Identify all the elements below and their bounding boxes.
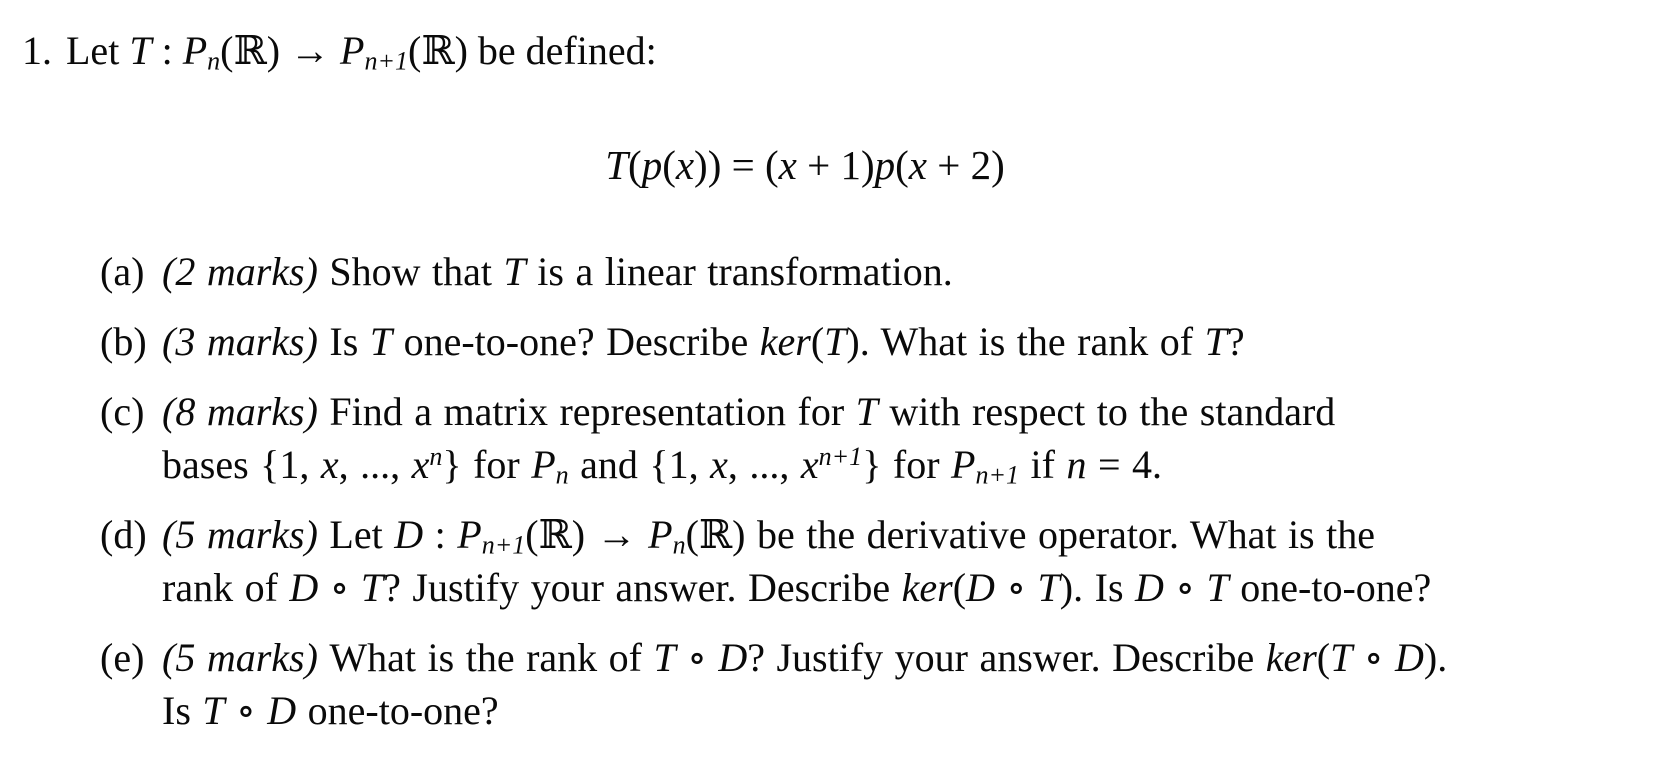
part-label: (e) — [100, 635, 145, 680]
math-italic-segment: x — [320, 442, 339, 487]
part-text — [162, 385, 1588, 491]
part-text-line — [162, 385, 1588, 438]
math-italic-segment: P — [182, 28, 208, 73]
math-subscript: n — [555, 460, 569, 490]
part-item — [100, 631, 1588, 737]
text-segment: → — [290, 28, 341, 73]
text-segment: ( — [662, 142, 676, 188]
math-italic-segment: T — [855, 389, 878, 434]
part-label: (c) — [100, 389, 145, 434]
part-text-line — [162, 438, 1588, 491]
text-segment: ∘ — [318, 565, 361, 610]
math-italic-segment: D — [1394, 635, 1424, 680]
math-italic-segment: T — [1037, 565, 1060, 610]
math-italic-segment: P — [457, 512, 482, 557]
text-segment: with respect to the standard — [877, 389, 1336, 434]
text-segment: ∘ — [224, 688, 268, 733]
text-segment: } for — [862, 442, 952, 487]
math-italic-segment: x — [778, 142, 797, 188]
math-subscript: n+1 — [481, 530, 526, 560]
text-segment: and {1, — [568, 442, 711, 487]
text-segment: if — [1019, 442, 1067, 487]
text-segment: , ..., — [338, 442, 412, 487]
text-segment: (ℝ) be the derivative operator. What is the — [685, 512, 1375, 557]
math-italic-segment: n — [1066, 442, 1087, 487]
text-segment: (ℝ) — [525, 512, 597, 557]
math-italic-segment: P — [340, 28, 365, 73]
text-segment: bases {1, — [162, 442, 321, 487]
text-segment: )) = ( — [694, 142, 779, 188]
text-segment: one-to-one? — [296, 688, 499, 733]
math-italic-segment: x — [411, 442, 430, 487]
math-italic-segment: D — [718, 635, 748, 680]
math-subscript: n — [672, 530, 686, 560]
math-italic-segment: T — [129, 28, 152, 73]
part-text-line — [162, 315, 1588, 368]
part-text — [162, 245, 1588, 298]
part-text-line — [162, 245, 1588, 298]
text-segment: is a linear transformation. — [525, 249, 953, 294]
equation-display — [22, 139, 1588, 192]
text-segment: = 4. — [1086, 442, 1163, 487]
math-subscript: n — [207, 46, 221, 76]
math-italic-segment: D — [1135, 565, 1164, 610]
part-text — [162, 631, 1588, 737]
text-segment: → — [596, 512, 649, 557]
math-italic-segment: D — [394, 512, 424, 557]
text-segment: ∘ — [675, 635, 719, 680]
part-text-line — [162, 508, 1588, 561]
part-text-line — [162, 561, 1588, 614]
text-segment: ∘ — [1163, 565, 1207, 610]
part-label: (a) — [100, 249, 145, 294]
text-segment: Is — [162, 688, 203, 733]
math-italic-segment: P — [531, 442, 556, 487]
text-segment: Let — [329, 512, 395, 557]
math-italic-segment: T — [202, 688, 225, 733]
problem-intro — [66, 28, 657, 76]
math-italic-segment: x — [710, 442, 728, 487]
text-segment: : — [423, 512, 458, 557]
math-italic-segment: T — [653, 635, 676, 680]
part-item — [100, 245, 1588, 298]
text-segment: ). What is the rank of — [846, 319, 1205, 364]
math-italic-segment: x — [908, 142, 927, 188]
math-italic-segment: D — [267, 688, 297, 733]
text-segment: What is the rank of — [329, 635, 654, 680]
part-label: (b) — [100, 319, 147, 364]
text-segment: } for — [442, 442, 532, 487]
math-superscript: n — [429, 442, 443, 471]
math-superscript: n+1 — [818, 442, 863, 471]
text-segment: Is — [329, 319, 370, 364]
math-italic-segment: P — [648, 512, 673, 557]
text-segment: + 2) — [926, 142, 1005, 188]
math-italic-segment: T — [360, 565, 384, 610]
text-segment: (ℝ) be defined: — [408, 28, 657, 73]
text-segment: ? Justify your answer. Describe — [383, 565, 902, 610]
text-segment: Let — [66, 28, 130, 73]
text-segment: ∘ — [994, 565, 1038, 610]
math-italic-segment: (5 marks) — [162, 512, 330, 557]
problem-number: 1. — [22, 28, 52, 73]
part-text — [162, 315, 1588, 368]
text-segment: + 1) — [796, 142, 875, 188]
math-italic-segment: D — [966, 565, 995, 610]
text-segment: ? — [1226, 319, 1245, 364]
text-segment: Show that — [329, 249, 504, 294]
text-segment: ( — [895, 142, 909, 188]
math-italic-segment: ker — [1265, 635, 1317, 680]
math-italic-segment: T — [1330, 635, 1353, 680]
math-italic-segment: (5 marks) — [162, 635, 330, 680]
text-segment: ( — [628, 142, 642, 188]
text-segment: ( — [810, 319, 825, 364]
part-label: (d) — [100, 512, 147, 557]
part-text-line — [162, 684, 1588, 737]
text-segment: ∘ — [1352, 635, 1395, 680]
math-italic-segment: T — [369, 319, 393, 364]
text-segment: one-to-one? Describe — [392, 319, 760, 364]
text-segment: , ..., — [727, 442, 801, 487]
text-segment: one-to-one? — [1228, 565, 1432, 610]
part-text-line — [162, 631, 1588, 684]
text-segment: rank of — [162, 565, 290, 610]
text-segment: : — [151, 28, 183, 73]
math-italic-segment: ker — [901, 565, 953, 610]
math-italic-segment: x — [800, 442, 819, 487]
text-segment: ). Is — [1059, 565, 1136, 610]
math-subscript: n+1 — [364, 46, 408, 76]
problem-statement — [22, 24, 1588, 77]
math-italic-segment: T — [824, 319, 847, 364]
part-item — [100, 385, 1588, 491]
parts-list — [22, 245, 1588, 737]
text-segment: ( — [1316, 635, 1331, 680]
part-item — [100, 508, 1588, 614]
math-italic-segment: P — [951, 442, 976, 487]
math-italic-segment: x — [675, 142, 695, 188]
math-italic-segment: T — [1204, 319, 1227, 364]
math-italic-segment: D — [289, 565, 319, 610]
math-italic-segment: (2 marks) — [162, 249, 330, 294]
math-subscript: n+1 — [975, 460, 1020, 490]
math-italic-segment: p — [874, 142, 896, 188]
math-italic-segment: T — [1206, 565, 1229, 610]
math-italic-segment: p — [641, 142, 663, 188]
text-segment: ( — [952, 565, 967, 610]
math-italic-segment: (8 marks) — [162, 389, 330, 434]
math-italic-segment: ker — [759, 319, 811, 364]
part-item — [100, 315, 1588, 368]
math-italic-segment: T — [605, 142, 629, 188]
part-text — [162, 508, 1588, 614]
text-segment: ? Justify your answer. Describe — [747, 635, 1266, 680]
math-italic-segment: (3 marks) — [162, 319, 330, 364]
text-segment: ). — [1423, 635, 1448, 680]
text-segment: Find a matrix representation for — [329, 389, 856, 434]
text-segment: (ℝ) — [220, 28, 291, 73]
math-italic-segment: T — [503, 249, 526, 294]
